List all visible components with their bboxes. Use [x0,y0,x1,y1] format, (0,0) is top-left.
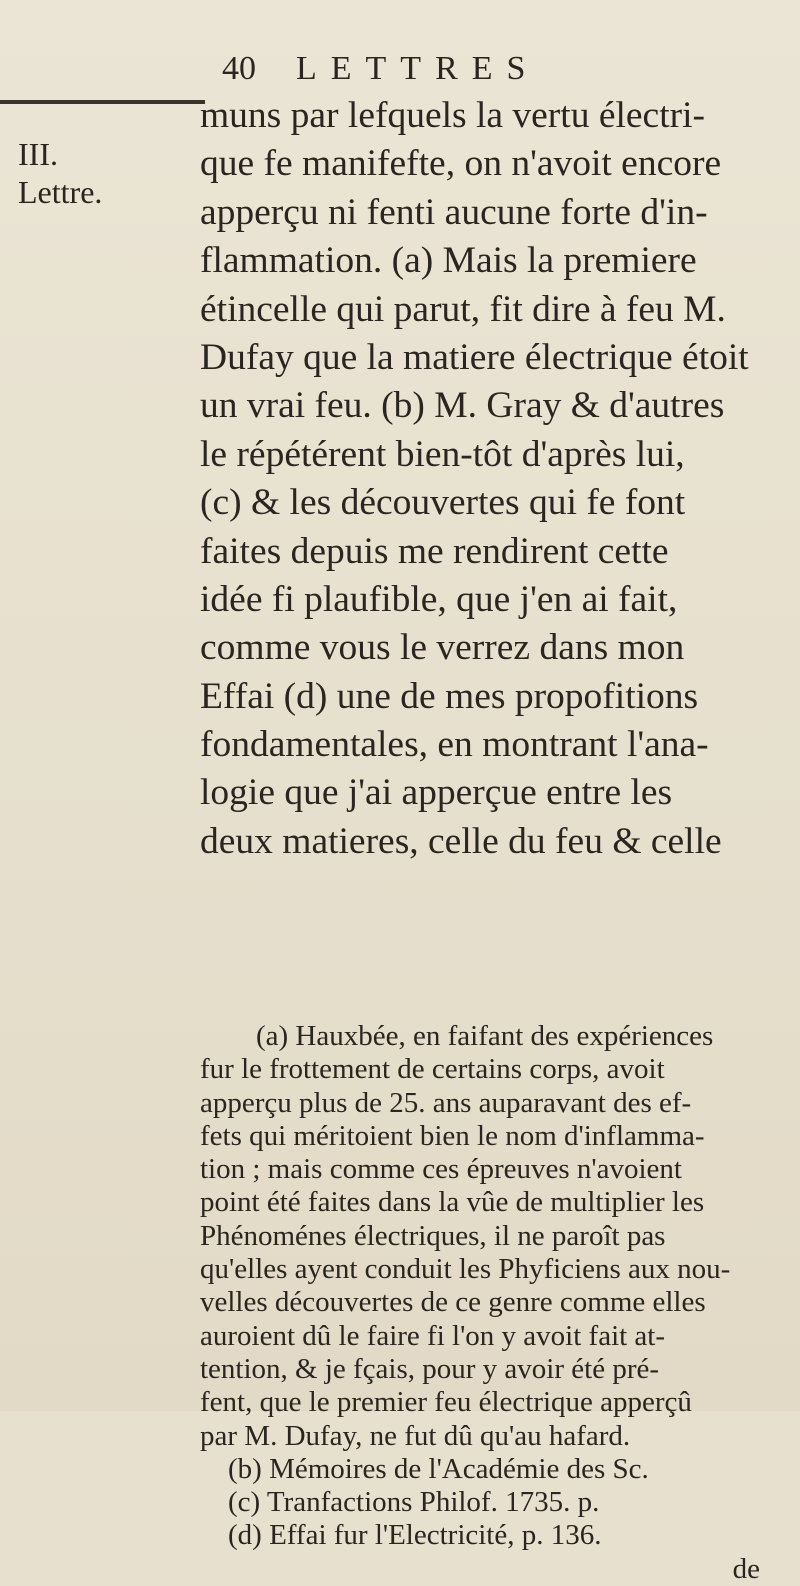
footnote-line: fur le frottement de certains corps, avoit [200,1053,665,1086]
text-line: logie que j'ai apperçue entre les [200,772,673,814]
margin-note-number: III. [18,136,58,172]
running-header [222,50,662,90]
footnote-line: velles découvertes de ce genre comme elles [200,1286,706,1319]
text-line: fondamentales, en montrant l'ana- [200,724,709,766]
text-line: Dufay que la matiere électrique étoit [200,336,749,378]
footnote-line: (a) Hauxbée, en faifant des expériences [256,1020,714,1052]
footnote-line: auroient dû le faire fi l'on y avoit fait at- [200,1319,666,1352]
footnote-line: qu'elles ayent conduit les Phyficiens aux nou- [200,1253,731,1286]
footnote-line: point été faites dans la vûe de multiplier les [200,1186,705,1219]
text-line: étincelle qui parut, fit dire à feu M. [200,288,726,330]
text-line: flammation. (a) Mais la premiere [200,240,697,282]
footnote-line: fets qui méritoient bien le nom d'inflamma- [200,1119,705,1152]
header-rule [0,100,205,104]
footnote-line: apperçu plus de 25. ans auparavant des ef- [200,1086,692,1119]
text-line: que fe manifefte, on n'avoit encore [200,143,722,185]
text-line: (c) & les découvertes qui fe font [200,482,686,524]
footnote-line: tention, & je fçais, pour y avoir été pré- [200,1352,660,1385]
margin-note [18,135,102,211]
footnote-line: Phénoménes électriques, il ne paroît pas [200,1219,666,1252]
main-text [200,92,780,866]
text-line: comme vous le verrez dans mon [200,627,685,669]
footnote-line: tion ; mais comme ces épreuves n'avoient [200,1153,682,1186]
catchword: de [732,1552,760,1585]
text-line: faites depuis me rendirent cette [200,530,669,572]
text-line: deux matieres, celle du feu & celle [200,820,722,862]
reference-line: (b) Mémoires de l'Académie des Sc. [228,1452,649,1485]
reference-line: (c) Tranfactions Philof. 1735. p. [228,1486,600,1519]
footnote-line: fent, que le premier feu électrique apperçû [200,1386,692,1419]
margin-note-label: Lettre. [18,174,103,210]
text-line: Effai (d) une de mes propofitions [200,675,699,717]
running-title: LETTRES [296,50,540,87]
text-line: muns par lefquels la vertu électri- [200,95,706,136]
page-number: 40 [222,50,256,87]
text-line: un vrai feu. (b) M. Gray & d'autres [200,385,725,427]
footnote-line: par M. Dufay, ne fut dû qu'au hafard. [200,1419,631,1452]
text-line: idée fi plaufible, que j'en ai fait, [200,578,678,620]
footnote-a [200,1020,780,1586]
reference-line: (d) Effai fur l'Electricité, p. 136. [228,1519,602,1552]
text-line: apperçu ni fenti aucune forte d'in- [200,191,708,233]
text-line: le répétérent bien-tôt d'après lui, [200,433,685,475]
